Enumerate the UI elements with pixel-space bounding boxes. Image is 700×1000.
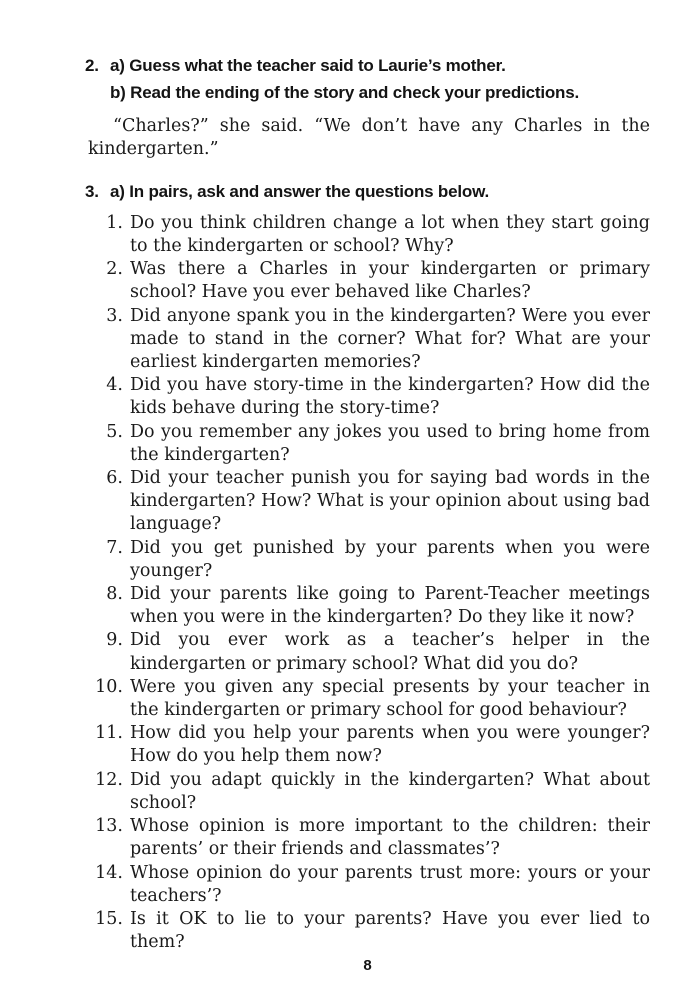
question-text: Did you have story-time in the kindergarten? How did the kids behave during the story-time?: [130, 375, 650, 419]
question-text: Did your teacher punish you for saying bad words in the kindergarten? How? What is your opinion about using bad language?: [130, 468, 650, 535]
list-item: [85, 908, 650, 954]
question-number: 14.: [95, 862, 123, 883]
list-item: [85, 583, 650, 629]
page-number: 8: [363, 957, 372, 975]
exercise-2-part-a: a) Guess what the teacher said to Laurie’s mother.: [110, 56, 506, 75]
exercise-2-part-b: b) Read the ending of the story and check your predictions.: [110, 83, 579, 102]
question-number: 1.: [106, 212, 123, 233]
question-text: Were you given any special presents by your teacher in the kindergarten or primary school for good behaviour?: [130, 676, 650, 721]
list-item: [85, 212, 650, 258]
question-text: Whose opinion do your parents trust more: yours or your teachers’?: [130, 862, 650, 906]
question-number: 13.: [95, 816, 123, 837]
story-quote-paragraph: “Charles?” she said. “We don’t have any Charles in the kindergarten.”: [88, 116, 650, 160]
question-number: 11.: [95, 723, 123, 744]
exercise-2-heading: [85, 52, 650, 106]
list-item: [85, 374, 650, 420]
list-item: [85, 862, 650, 908]
question-text: Was there a Charles in your kindergarten or primary school? Have you ever behaved like Charles?: [130, 259, 650, 303]
exercise-2-parts: [110, 52, 650, 106]
question-text: Do you remember any jokes you used to bring home from the kindergarten?: [130, 421, 650, 465]
question-number: 9.: [106, 630, 123, 651]
question-number: 8.: [106, 584, 123, 605]
list-item: [85, 421, 650, 467]
question-number: 7.: [106, 537, 123, 558]
exercise-3-part-a: a) In pairs, ask and answer the questions below.: [110, 181, 489, 201]
list-item: [85, 722, 650, 768]
exercise-3-heading: [85, 178, 650, 205]
list-item: [85, 629, 650, 675]
list-item: [85, 467, 650, 537]
question-text: Do you think children change a lot when they start going to the kindergarten or school? Why?: [130, 212, 650, 257]
question-text: Did anyone spank you in the kindergarten? Were you ever made to stand in the corner? What for? What are your earliest kindergarten memories?: [130, 305, 650, 373]
question-text: Is it OK to lie to your parents? Have you ever lied to them?: [130, 908, 650, 953]
question-number: 3.: [106, 305, 123, 326]
exercise-3-number: 3.: [85, 181, 99, 201]
question-number: 12.: [95, 769, 123, 790]
list-item: [85, 258, 650, 304]
question-text: How did you help your parents when you were younger? How do you help them now?: [130, 723, 650, 767]
question-text: Did you get punished by your parents when you were younger?: [130, 537, 650, 581]
question-number: 6.: [106, 468, 123, 489]
question-number: 15.: [95, 908, 123, 929]
question-list: [85, 212, 650, 955]
list-item: [85, 769, 650, 815]
question-number: 5.: [106, 421, 123, 442]
question-text: Did you ever work as a teacher’s helper in the kindergarten or primary school? What did you do?: [130, 630, 650, 674]
question-number: 4.: [106, 375, 123, 396]
exercise-2-number: 2.: [85, 56, 99, 75]
question-text: Did your parents like going to Parent-Teacher meetings when you were in the kindergarten? Do they like it now?: [130, 584, 650, 628]
question-text: Did you adapt quickly in the kindergarten? What about school?: [130, 769, 650, 813]
list-item: [85, 676, 650, 722]
question-text: Whose opinion is more important to the children: their parents’ or their friends and classmates’?: [130, 816, 650, 860]
list-item: [85, 305, 650, 375]
question-number: 10.: [95, 676, 123, 697]
list-item: [85, 537, 650, 583]
exercise-3-parts: [110, 178, 650, 205]
list-item: [85, 815, 650, 861]
question-number: 2.: [106, 259, 123, 280]
